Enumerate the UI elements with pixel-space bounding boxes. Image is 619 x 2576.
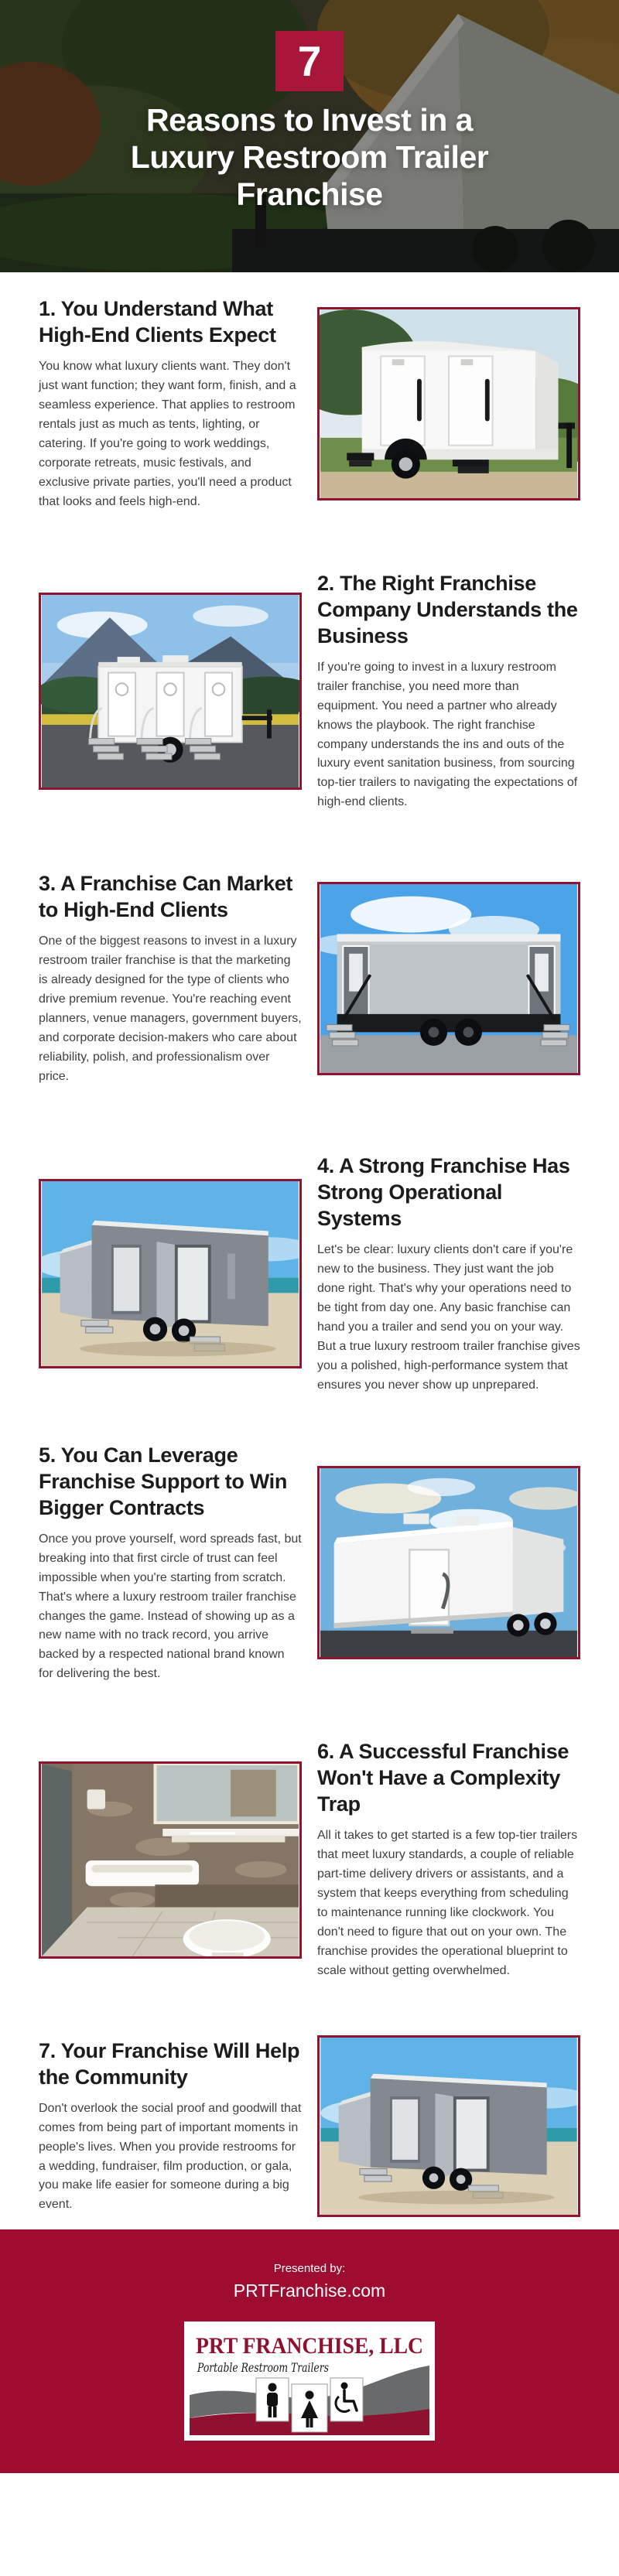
female-icon — [292, 2384, 327, 2432]
section-7-body: Don't overlook the social proof and goodwill that comes from being part of important moments in people's lives. When you provide restrooms for a wedding, fundraiser, film production, or gala, you make life easier for someone during a big event. — [39, 2101, 302, 2212]
section-3 — [0, 870, 619, 1087]
section-7-text — [39, 2038, 302, 2216]
section-4-text — [317, 1153, 580, 1396]
count-badge — [275, 31, 344, 91]
section-7-image — [317, 2035, 580, 2217]
section-5-text — [39, 1442, 302, 1685]
section-2-image — [39, 593, 302, 790]
male-icon — [256, 2378, 289, 2421]
section-2-heading: 2. The Right Franchise Company Understands the Business — [317, 571, 578, 647]
section-3-text — [39, 870, 302, 1087]
photo-gray-trailer-beach — [39, 1179, 302, 1368]
section-6-text — [317, 1738, 580, 1981]
photo-luxury-bathroom-interior — [39, 1761, 302, 1959]
page-title-line1: Reasons to Invest in a — [146, 102, 473, 138]
section-2 — [0, 570, 619, 813]
section-6-body: All it takes to get started is a few top-tier trailers that meet luxury standards, a couple of reliable part-time delivery drivers or assistants, and a system that keeps everything from scheduling to maintenance running like clockwork. You don't need to figure that out on your own. The franchise provides the operational blueprint to scale without getting overwhelmed. — [317, 1829, 578, 1978]
section-4-image — [39, 1179, 302, 1368]
page-title-line3: Franchise — [236, 176, 383, 212]
photo-trailer-mountains — [39, 593, 302, 790]
footer-website-url: PRTFranchise.com — [233, 2280, 386, 2301]
section-1-body: You know what luxury clients want. They don't just want function; they want form, finish, and a seamless experience. That applies to restroom rentals just as much as tents, lighting, or catering. If you're going to work weddings, corporate retreats, music festivals, and exclusive private parties, you'll need a product that looks and feels high-end. — [39, 360, 296, 508]
photo-white-trailer-clouds — [317, 1466, 580, 1659]
photo-gray-trailer-beach-2 — [317, 2035, 580, 2217]
footer — [0, 2229, 619, 2473]
section-1-heading: 1. You Understand What High-End Clients Expect — [39, 297, 276, 347]
prt-franchise-logo-artwork — [190, 2327, 429, 2435]
section-1-image — [317, 307, 580, 501]
section-5-heading: 5. You Can Leverage Franchise Support to Win Bigger Contracts — [39, 1443, 288, 1519]
wheelchair-icon — [330, 2378, 363, 2421]
section-5 — [0, 1442, 619, 1685]
section-4-heading: 4. A Strong Franchise Has Strong Operational Systems — [317, 1153, 570, 1231]
section-2-text — [317, 570, 580, 813]
header-banner — [0, 0, 619, 272]
logo-tagline: Portable Restroom Trailers — [197, 2360, 329, 2375]
section-5-body: Once you prove yourself, word spreads fast, but breaking into that first circle of trust can feel impossible when you're starting from scratch. That's where a luxury restroom trailer franchise changes the game. Instead of showing up as a new name with no track record, you arrive backed by a respected national brand known for delivering the best. — [39, 1532, 302, 1681]
section-4-body: Let's be clear: luxury clients don't care if you're new to the business. They just want the job done right. That's why your operations need to be tight from day one. Any basic franchise can hand you a trailer and send you on your way. But a true luxury restroom trailer franchise gives you a polished, high-performance system that ensures you never show up unprepared. — [317, 1243, 580, 1392]
section-5-image — [317, 1466, 580, 1659]
section-1 — [0, 296, 619, 512]
section-1-text — [39, 296, 302, 512]
section-3-heading: 3. A Franchise Can Market to High-End Clients — [39, 872, 293, 922]
section-3-body: One of the biggest reasons to invest in a luxury restroom trailer franchise is that the marketing is already designed for the type of clients who drive premium revenue. You're reaching event planners, venue managers, government buyers, and corporate decision-makers who care about reliability, polish, and professionalism over price. — [39, 934, 302, 1084]
count-badge-number: 7 — [297, 37, 322, 85]
section-6-image — [39, 1761, 302, 1959]
company-logo — [184, 2321, 435, 2441]
section-2-body: If you're going to invest in a luxury restroom trailer franchise, you need more than equipment. You need a partner who already knows the playbook. The right franchise company understands the ins and outs of the luxury event sanitation business, from sourcing top-tier trailers to navigating the expectations of high-end clients. — [317, 660, 578, 809]
section-7-heading: 7. Your Franchise Will Help the Community — [39, 2038, 300, 2089]
presented-by-label: Presented by: — [273, 2262, 346, 2275]
page-title — [0, 102, 619, 214]
section-6 — [0, 1738, 619, 1981]
logo-company-name: PRT FRANCHISE, LLC — [196, 2333, 423, 2359]
photo-silver-trailer-side — [317, 882, 580, 1075]
section-4 — [0, 1153, 619, 1396]
section-7 — [0, 2035, 619, 2217]
section-3-image — [317, 882, 580, 1075]
page-title-line2: Luxury Restroom Trailer — [130, 138, 489, 175]
photo-white-trailer-grass — [317, 307, 580, 501]
section-6-heading: 6. A Successful Franchise Won't Have a Complexity Trap — [317, 1740, 569, 1816]
